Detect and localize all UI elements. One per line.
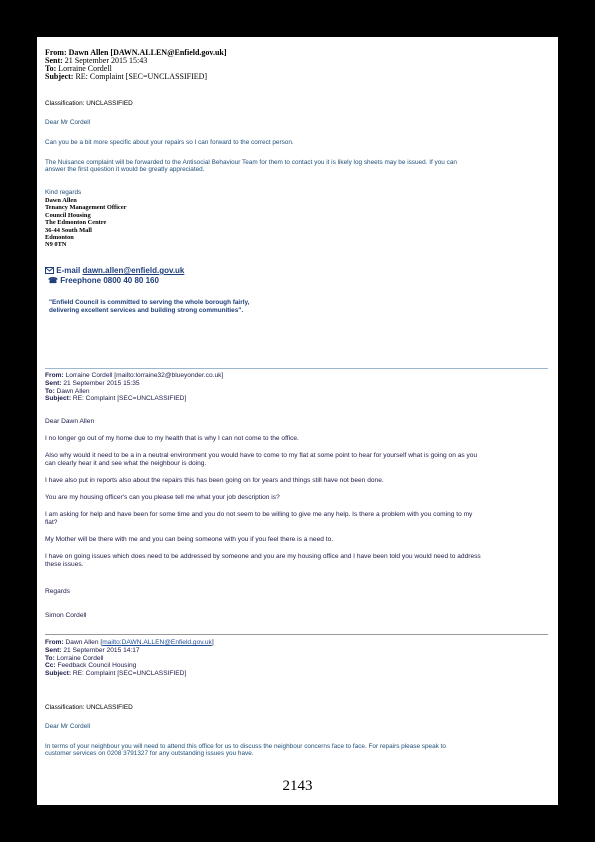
email2-p2-line2: can clearly hear it and see what the neighbour is doing.: [45, 459, 207, 467]
to-label: To:: [45, 64, 57, 73]
quote-line2: delivering excellent services and building strong communities".: [49, 307, 244, 314]
from-value: Lorraine Cordell [mailto:lorraine32@blueyonder.co.uk]: [65, 372, 224, 379]
email2-regards: Regards: [45, 588, 70, 595]
email2-name: Simon Cordell: [45, 612, 87, 619]
to-value: Lorraine Cordell: [56, 654, 104, 662]
email1-signature: [45, 197, 547, 249]
document-page: [37, 37, 558, 805]
email3-classification: Classification: UNCLASSIFIED: [45, 704, 133, 711]
email1-contact: [45, 266, 547, 286]
email2-p4: You are my housing officer's can you please tell me what your job description is?: [45, 494, 280, 501]
to-value: Lorraine Cordell: [58, 64, 112, 73]
sent-value: 21 September 2015 15:35: [63, 379, 140, 387]
page-number: 2143: [282, 778, 313, 794]
email3-header: [45, 639, 547, 678]
to-value: Dawn Allen: [56, 387, 90, 395]
subject-value: RE: Complaint [SEC=UNCLASSIFIED]: [75, 72, 208, 81]
email2-header: [45, 372, 547, 403]
to-label: To:: [45, 654, 55, 662]
divider-line: [45, 368, 548, 369]
signature-line: Tenancy Management Officer: [45, 204, 127, 212]
from-label: From:: [45, 372, 64, 379]
signature-line: Dawn Allen: [45, 197, 77, 204]
subject-label: Subject:: [45, 72, 74, 81]
signature-line: Edmonton: [45, 234, 74, 242]
email2-p3: I have also put in reports also about the repairs this has been going on for years and things still have not been done.: [45, 477, 384, 484]
email2-p1: I no longer go out of my home due to my health that is why I can not come to the office.: [45, 435, 299, 442]
email2-p5-line1: I am asking for help and have been for some time and you do not seem to be willing to give me any help. Is there a problem with you coming to my: [45, 511, 473, 518]
email2-p7: [45, 553, 547, 568]
from-label: From:: [45, 48, 67, 57]
subject-label: Subject:: [45, 670, 72, 678]
quote-line1: "Enfield Council is committed to serving the whole borough fairly,: [49, 299, 250, 306]
signature-line: 36-44 South Mall: [45, 226, 92, 234]
email1-header: [45, 49, 547, 81]
email2-p5-line2: flat?: [45, 518, 58, 526]
email2-p2: [45, 452, 547, 467]
email2-p7-line2: these issues.: [45, 560, 84, 568]
sent-label: Sent:: [45, 56, 63, 65]
telephone-icon: ☎: [48, 276, 58, 285]
email1-quote: [49, 299, 551, 315]
subject-value: RE: Complaint [SEC=UNCLASSIFIED]: [72, 670, 187, 678]
sent-value: 21 September 2015 15:43: [64, 56, 148, 65]
sent-label: Sent:: [45, 379, 62, 387]
from-label: From:: [45, 639, 64, 646]
email1-greeting: Dear Mr Cordell: [45, 119, 91, 126]
email1-para1: Can you be a bit more specific about your repairs so I can forward to the correct person.: [45, 139, 294, 146]
email1-para2: [45, 159, 547, 174]
envelope-icon: [45, 267, 54, 274]
cc-label: Cc:: [45, 662, 56, 670]
subject-value: RE: Complaint [SEC=UNCLASSIFIED]: [72, 395, 187, 403]
email2-p2-line1: Also why would it need to be a in a neutral environment you would have to come to my flat at some point to hear for yourself what is going on as you: [45, 452, 478, 459]
from-value: Dawn Allen [DAWN.ALLEN@Enfield.gov.uk]: [68, 48, 227, 57]
from-mailto-link[interactable]: mailto:DAWN.ALLEN@Enfield.gov.uk: [102, 639, 212, 646]
from-end: ]: [211, 639, 214, 646]
sent-value: 21 September 2015 14:17: [63, 646, 140, 654]
from-name: Dawn Allen [: [65, 639, 103, 646]
cc-value: Feedback Council Housing: [57, 662, 137, 670]
email2-p5: [45, 511, 547, 526]
email3-p1-line2: customer services on 0208 3791327 for any outstanding issues you have.: [45, 750, 254, 758]
sent-label: Sent:: [45, 646, 62, 654]
to-label: To:: [45, 387, 55, 395]
signature-line: The Edmonton Centre: [45, 219, 107, 227]
email1-para2-line1: The Nuisance complaint will be forwarded to the Antisocial Behaviour Team for them to contact you it is likely log sheets may be issued. If you can: [45, 159, 457, 166]
email2-p7-line1: I have on going issues which does need to be addressed by someone and you are my housing office and I have been told you would need to address: [45, 553, 481, 560]
freephone: Freephone 0800 40 80 160: [60, 276, 159, 285]
email3-greeting: Dear Mr Cordell: [45, 723, 91, 730]
divider-line: [45, 634, 548, 635]
signature-line: N9 0TN: [45, 241, 67, 249]
email3-p1-line1: In terms of your neighbour you will need to attend this office for us to discuss the neighbour concerns face to face. For repairs please speak to: [45, 743, 446, 750]
email1-para2-line2: answer the first question it would be greatly appreciated.: [45, 166, 205, 174]
email2-p6: My Mother will be there with me and you can being someone with you if you feel there is a need to.: [45, 536, 334, 543]
email-link[interactable]: dawn.allen@enfield.gov.uk: [82, 266, 185, 275]
email1-sign-off: Kind regards: [45, 189, 82, 196]
signature-line: Council Housing: [45, 211, 91, 219]
subject-label: Subject:: [45, 395, 72, 403]
email2-greeting: Dear Dawn Allen: [45, 418, 95, 425]
email-label: E-mail: [56, 266, 81, 275]
email3-p1: [45, 743, 547, 758]
email1-classification: Classification: UNCLASSIFIED: [45, 100, 133, 107]
